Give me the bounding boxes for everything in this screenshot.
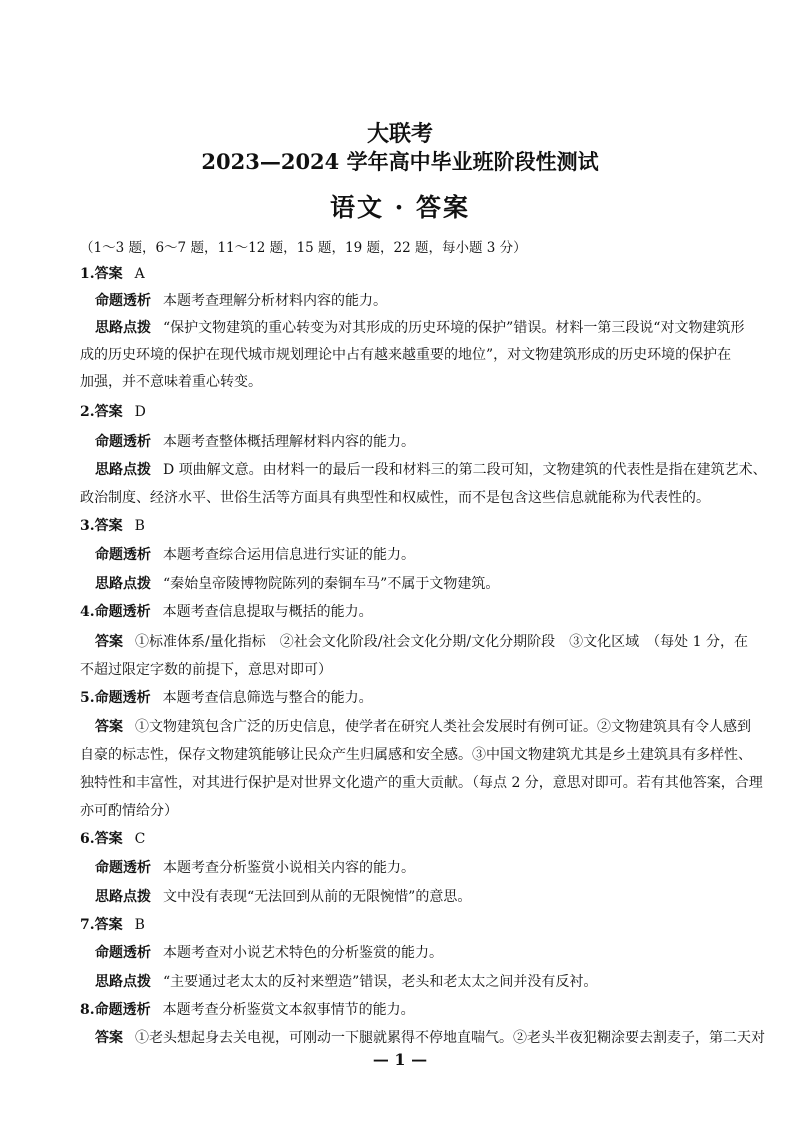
q5-answer-line4: 亦可酌情给分） — [80, 803, 178, 819]
q5-analysis — [80, 688, 373, 708]
q7-answer-value: B — [134, 917, 145, 933]
q7-number: 7. — [80, 917, 95, 933]
q6-analysis — [95, 858, 415, 878]
q3-analysis-text: 本题考查综合运用信息进行实证的能力。 — [163, 547, 415, 563]
q3-hint-label: 思路点拨 — [95, 576, 151, 592]
q4-answer-label: 答案 — [95, 634, 123, 650]
q2-number: 2. — [80, 404, 95, 420]
q1-analysis-label: 命题透析 — [95, 293, 151, 309]
q1-answer — [80, 264, 145, 284]
q7-analysis-text: 本题考查对小说艺术特色的分析鉴赏的能力。 — [163, 945, 443, 961]
q6-number: 6. — [80, 831, 95, 847]
q7-hint-text: “主要通过老太太的反衬来塑造”错误，老头和老太太之间并没有反衬。 — [163, 974, 598, 990]
q4-analysis-text: 本题考查信息提取与概括的能力。 — [162, 604, 373, 620]
q8-answer-label: 答案 — [95, 1030, 123, 1046]
q7-hint-label: 思路点拨 — [95, 974, 151, 990]
q3-hint — [95, 574, 499, 594]
q1-answer-value: A — [134, 266, 145, 282]
q1-analysis-text: 本题考查理解分析材料内容的能力。 — [163, 293, 387, 309]
q1-hint-label: 思路点拨 — [95, 320, 151, 336]
q7-analysis — [95, 943, 443, 963]
q6-answer-value: C — [134, 831, 146, 847]
q3-answer-label: 答案 — [94, 518, 123, 534]
q3-answer-value: B — [134, 518, 145, 534]
q2-answer-value: D — [134, 404, 146, 420]
q4-analysis — [80, 602, 373, 622]
q3-number: 3. — [80, 518, 95, 534]
q6-analysis-label: 命题透析 — [95, 860, 151, 876]
q1-analysis — [95, 291, 387, 311]
q6-hint-text: 文中没有表现“无法回到从前的无限惋惜”的意思。 — [163, 889, 472, 905]
q7-hint — [95, 972, 597, 992]
q5-number: 5. — [80, 690, 95, 706]
q1-hint-line2: 成的历史环境的保护在现代城市规划理论中占有越来越重要的地位”，对文物建筑形成的历史环境的保护在 — [80, 347, 732, 363]
q8-analysis-text: 本题考查分析鉴赏文本叙事情节的能力。 — [162, 1002, 415, 1018]
q3-answer — [80, 516, 145, 536]
q7-answer-label: 答案 — [94, 917, 123, 933]
q2-hint-label: 思路点拨 — [95, 462, 151, 478]
q8-number: 8. — [80, 1002, 95, 1018]
q3-analysis-label: 命题透析 — [95, 547, 151, 563]
q3-analysis — [95, 545, 415, 565]
q8-answer — [95, 1028, 765, 1048]
q1-number: 1. — [80, 266, 95, 282]
q5-analysis-label: 命题透析 — [94, 690, 151, 706]
q7-analysis-label: 命题透析 — [95, 945, 151, 961]
q5-analysis-text: 本题考查信息筛选与整合的能力。 — [162, 690, 373, 706]
q2-answer-label: 答案 — [94, 404, 123, 420]
q5-answer-label: 答案 — [95, 719, 123, 735]
exam-series-title: 大联考 — [366, 121, 433, 147]
q2-answer — [80, 402, 146, 422]
q8-answer-line1: ①老头想起身去关电视，可刚动一下腿就累得不停地直喘气。②老头半夜犯糊涂要去割麦子，第二天对 — [135, 1030, 765, 1046]
q5-answer-line3: 独特性和丰富性，对其进行保护是对世界文化遗产的重大贡献。（每点 2 分，意思对即可。若有其他答案，合理 — [80, 775, 763, 791]
q4-analysis-label: 命题透析 — [94, 604, 151, 620]
q3-hint-text: “秦始皇帝陵博物院陈列的秦铜车马”不属于文物建筑。 — [163, 576, 500, 592]
q4-answer-line2: 不超过限定字数的前提下，意思对即可） — [80, 662, 332, 678]
q2-analysis-label: 命题透析 — [95, 434, 151, 450]
q8-analysis — [80, 1000, 415, 1020]
exam-title: 2023—2024 学年高中毕业班阶段性测试 — [201, 149, 599, 174]
q5-answer-line2: 自豪的标志性，保存文物建筑能够让民众产生归属感和安全感。③中国文物建筑尤其是乡土建筑具有多样性、 — [80, 747, 752, 763]
q1-hint-line1: “保护文物建筑的重心转变为对其形成的历史环境的保护”错误。材料一第三段说“对文物建筑形 — [163, 320, 745, 336]
q6-answer-label: 答案 — [94, 831, 123, 847]
q2-hint-line1: D 项曲解文意。由材料一的最后一段和材料三的第二段可知，文物建筑的代表性是指在建筑艺术、 — [163, 462, 767, 478]
q8-analysis-label: 命题透析 — [94, 1002, 151, 1018]
q7-answer — [80, 915, 145, 935]
q6-hint — [95, 887, 471, 907]
q6-analysis-text: 本题考查分析鉴赏小说相关内容的能力。 — [163, 860, 415, 876]
q1-hint-line3: 加强，并不意味着重心转变。 — [80, 374, 262, 390]
q4-number: 4. — [80, 604, 95, 620]
q5-answer-line1: ①文物建筑包含广泛的历史信息，使学者在研究人类社会发展时有例可证。②文物建筑具有令人感到 — [135, 719, 751, 735]
scoring-note: （1～3 题，6～7 题，11～12 题，15 题，19 题，22 题，每小题 3 分） — [80, 240, 527, 256]
q4-answer-line1: ①标准体系/量化指标 ②社会文化阶段/社会文化分期/文化分期阶段 ③文化区域 （每处 1 分，在 — [135, 634, 748, 650]
page-number: — 1 — — [372, 1050, 428, 1069]
q6-hint-label: 思路点拨 — [95, 889, 151, 905]
q5-answer — [95, 717, 751, 737]
subject-title: 语文 · 答案 — [329, 193, 471, 222]
q2-hint-line2: 政治制度、经济水平、世俗生活等方面具有典型性和权威性，而不是包含这些信息就能称为代表性的。 — [80, 490, 710, 506]
q1-hint — [95, 318, 744, 338]
q2-hint — [95, 460, 767, 480]
q4-answer — [95, 632, 748, 652]
q1-answer-label: 答案 — [94, 266, 123, 282]
q6-answer — [80, 829, 145, 849]
q2-analysis — [95, 432, 415, 452]
q2-analysis-text: 本题考查整体概括理解材料内容的能力。 — [163, 434, 415, 450]
